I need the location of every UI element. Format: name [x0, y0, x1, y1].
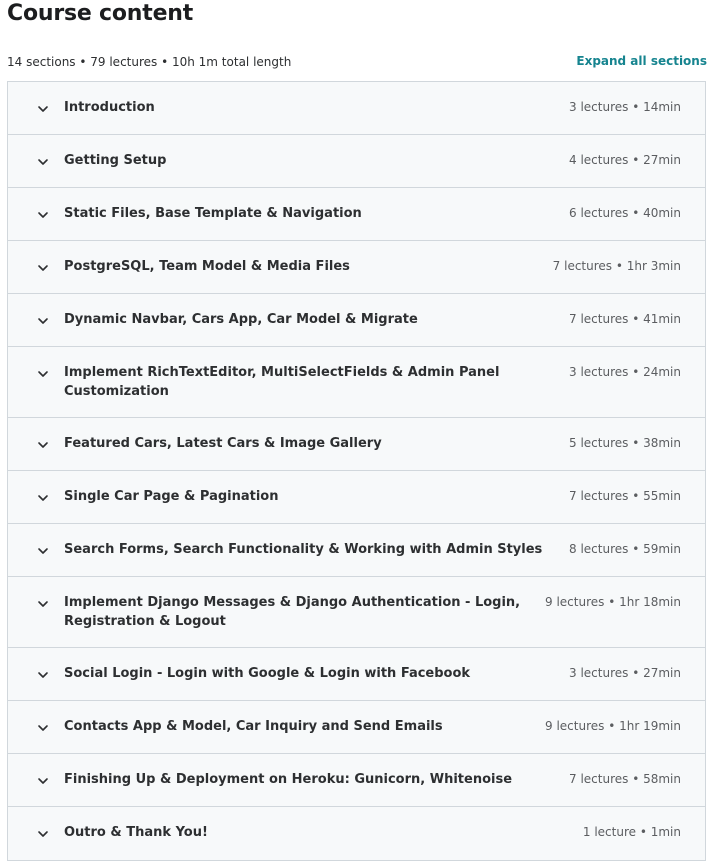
section-title: Contacts App & Model, Car Inquiry and Send Emails	[64, 719, 443, 734]
section-meta: 8 lectures • 59min	[569, 542, 681, 556]
section-title: Getting Setup	[64, 153, 167, 168]
chevron-down-icon	[36, 544, 50, 558]
section-title: Single Car Page & Pagination	[64, 489, 279, 504]
chevron-down-icon	[36, 102, 50, 116]
course-summary: 14 sections • 79 lectures • 10h 1m total length	[7, 55, 292, 69]
section-title: Introduction	[64, 100, 155, 115]
section-meta: 5 lectures • 38min	[569, 436, 681, 450]
section-deployment[interactable]	[8, 754, 705, 807]
section-title: PostgreSQL, Team Model & Media Files	[64, 259, 350, 274]
section-title: Implement RichTextEditor, MultiSelectFields & Admin Panel Customization	[64, 365, 500, 399]
chevron-down-icon	[36, 774, 50, 788]
section-meta: 3 lectures • 24min	[569, 365, 681, 379]
section-social-login[interactable]	[8, 648, 705, 701]
chevron-down-icon	[36, 721, 50, 735]
section-title: Social Login - Login with Google & Login with Facebook	[64, 666, 471, 681]
section-static-files[interactable]	[8, 188, 705, 241]
section-meta: 4 lectures • 27min	[569, 153, 681, 167]
section-meta: 7 lectures • 55min	[569, 489, 681, 503]
section-featured-cars[interactable]	[8, 418, 705, 471]
section-richtexteditor[interactable]	[8, 347, 705, 418]
chevron-down-icon	[36, 367, 50, 381]
chevron-down-icon	[36, 155, 50, 169]
section-meta: 1 lecture • 1min	[582, 825, 681, 839]
section-postgresql[interactable]	[8, 241, 705, 294]
section-getting-setup[interactable]	[8, 135, 705, 188]
chevron-down-icon	[36, 597, 50, 611]
chevron-down-icon	[36, 208, 50, 222]
section-contacts-app[interactable]	[8, 701, 705, 754]
chevron-down-icon	[36, 314, 50, 328]
section-title: Implement Django Messages & Django Authentication - Login, Registration & Logout	[64, 595, 521, 629]
section-title: Static Files, Base Template & Navigation	[64, 206, 362, 221]
chevron-down-icon	[36, 261, 50, 275]
section-meta: 9 lectures • 1hr 19min	[545, 719, 681, 733]
section-meta: 9 lectures • 1hr 18min	[545, 595, 681, 609]
chevron-down-icon	[36, 438, 50, 452]
section-title: Featured Cars, Latest Cars & Image Gallery	[64, 436, 382, 451]
section-meta: 7 lectures • 58min	[569, 772, 681, 786]
section-title: Search Forms, Search Functionality & Working with Admin Styles	[64, 542, 543, 557]
chevron-down-icon	[36, 827, 50, 841]
section-meta: 6 lectures • 40min	[569, 206, 681, 220]
section-outro[interactable]	[8, 807, 705, 860]
section-meta: 3 lectures • 27min	[569, 666, 681, 680]
chevron-down-icon	[36, 668, 50, 682]
section-django-messages[interactable]	[8, 577, 705, 648]
section-meta: 7 lectures • 41min	[569, 312, 681, 326]
expand-all-sections-button[interactable]: Expand all sections	[576, 54, 707, 68]
sections-accordion	[7, 81, 706, 861]
section-search-forms[interactable]	[8, 524, 705, 577]
section-dynamic-navbar[interactable]	[8, 294, 705, 347]
section-single-car-page[interactable]	[8, 471, 705, 524]
chevron-down-icon	[36, 491, 50, 505]
section-meta: 7 lectures • 1hr 3min	[552, 259, 681, 273]
section-title: Outro & Thank You!	[64, 825, 208, 840]
section-title: Finishing Up & Deployment on Heroku: Gunicorn, Whitenoise	[64, 772, 513, 787]
section-title: Dynamic Navbar, Cars App, Car Model & Migrate	[64, 312, 418, 327]
section-meta: 3 lectures • 14min	[569, 100, 681, 114]
page-title: Course content	[7, 1, 194, 26]
section-introduction[interactable]	[8, 82, 705, 135]
